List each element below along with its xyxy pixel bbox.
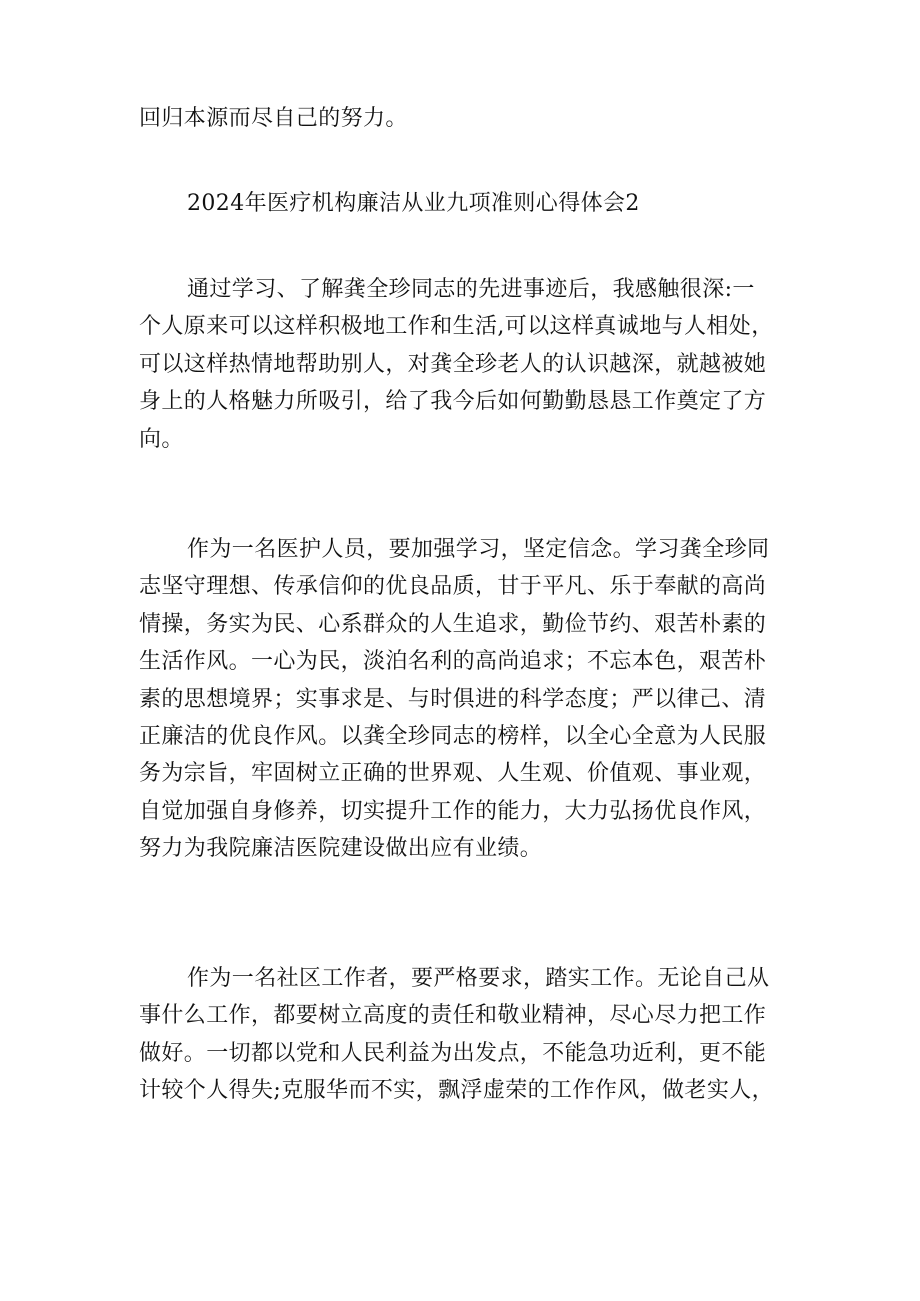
paragraph-line: 个人原来可以这样积极地工作和生活,可以这样真诚地与人相处，	[139, 314, 774, 340]
paragraph-line: 作为一名医护人员，要加强学习，坚定信念。学习龚全珍同	[187, 537, 770, 562]
paragraph-line: 志坚守理想、传承信仰的优良品质，甘于平凡、乐于奉献的高尚	[139, 574, 767, 600]
paragraph-line: 身上的人格魅力所吸引，给了我今后如何勤勤恳恳工作奠定了方	[139, 389, 767, 415]
paragraph-line: 通过学习、了解龚全珍同志的先进事迹后，我感触很深:一	[187, 277, 755, 302]
paragraph-line: 事什么工作，都要树立高度的责任和敬业精神，尽心尽力把工作	[139, 1003, 767, 1029]
paragraph-line: 可以这样热情地帮助别人，对龚全珍老人的认识越深，就越被她	[139, 351, 767, 377]
document-title: 2024年医疗机构廉洁从业九项准则心得体会2	[187, 191, 640, 216]
paragraph-line: 回归本源而尽自己的努力。	[139, 106, 408, 131]
paragraph-line: 做好。一切都以党和人民利益为出发点，不能急功近利，更不能	[139, 1040, 767, 1066]
paragraph-line: 作为一名社区工作者，要严格要求，踏实工作。无论自己从	[187, 966, 770, 991]
paragraph-line: 向。	[139, 426, 184, 452]
paragraph-line: 务为宗旨，牢固树立正确的世界观、人生观、价值观、事业观，	[139, 761, 767, 787]
paragraph-line: 正廉洁的优良作风。以龚全珍同志的榜样，以全心全意为人民服	[139, 724, 767, 750]
paragraph-line: 生活作风。一心为民，淡泊名利的高尚追求；不忘本色，艰苦朴	[139, 649, 767, 675]
paragraph-line: 自觉加强自身修养，切实提升工作的能力，大力弘扬优良作风，	[139, 798, 767, 824]
paragraph-3	[139, 960, 789, 1110]
paragraph-1	[139, 271, 789, 458]
paragraph-line: 计较个人得失;克服华而不实，飘浮虚荣的工作作风，做老实人，	[139, 1078, 775, 1104]
paragraph-line: 素的思想境界；实事求是、与时俱进的科学态度；严以律己、清	[139, 686, 767, 712]
fragment-paragraph	[139, 100, 789, 137]
paragraph-line: 努力为我院廉洁医院建设做出应有业绩。	[139, 836, 543, 862]
paragraph-line: 情操，务实为民、心系群众的人生追求，勤俭节约、艰苦朴素的	[139, 611, 767, 637]
paragraph-2	[139, 531, 789, 868]
